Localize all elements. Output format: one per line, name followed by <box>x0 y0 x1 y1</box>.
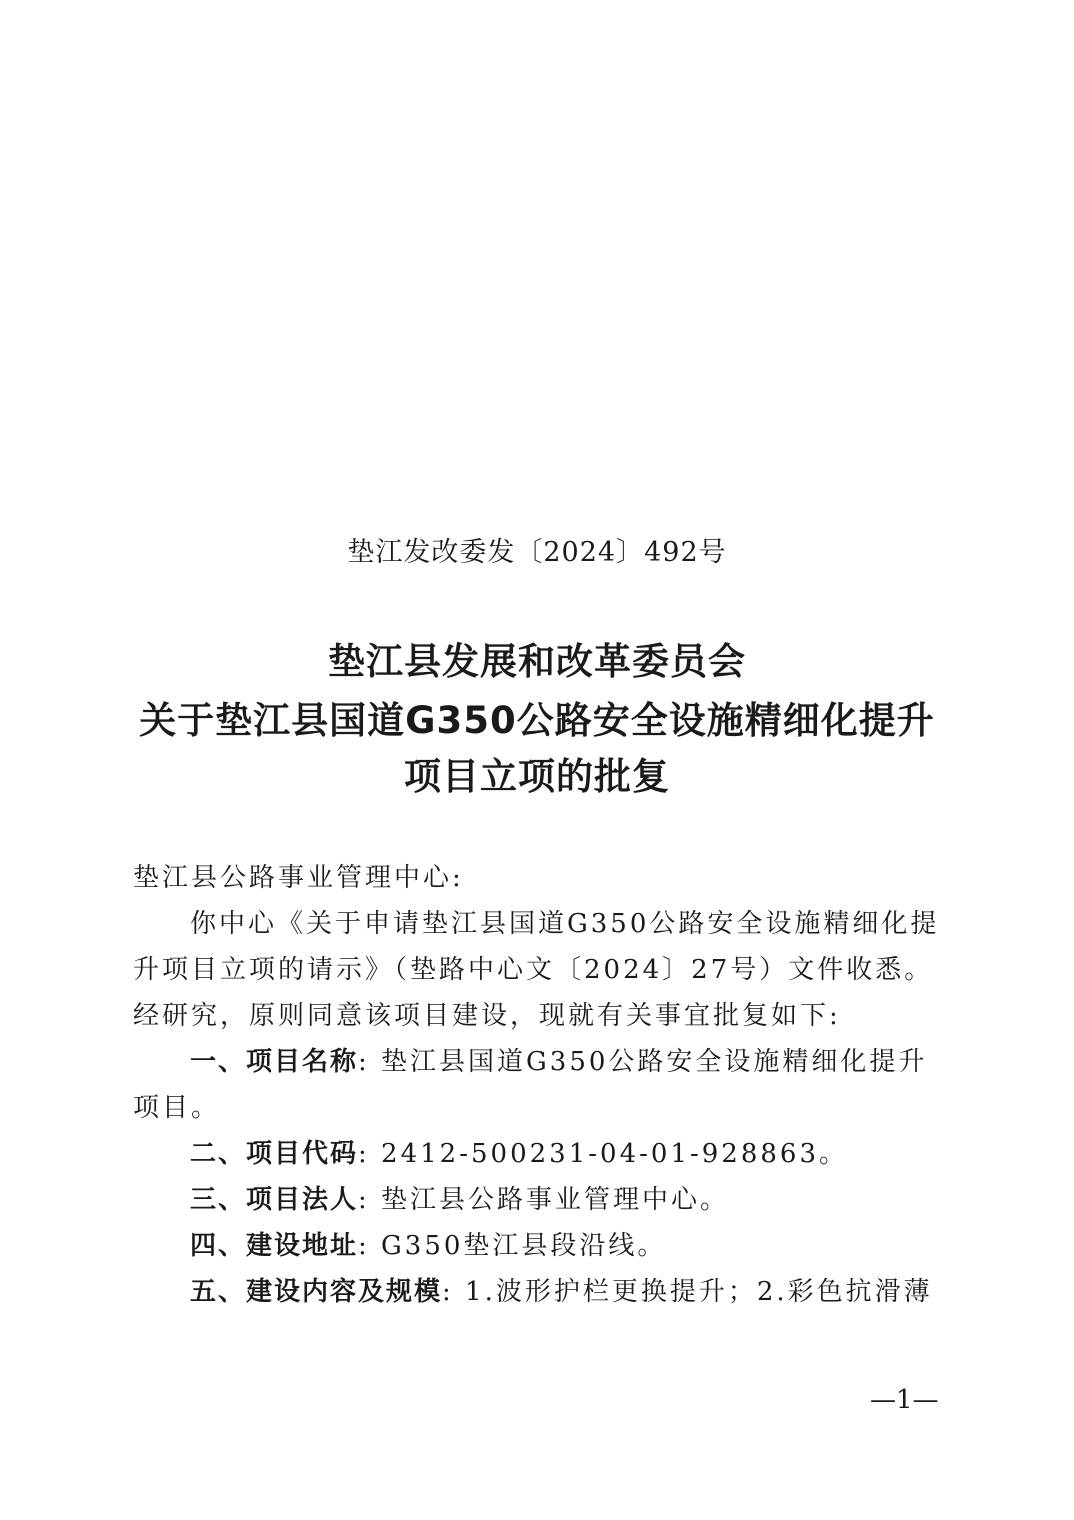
item-2 <box>190 1134 848 1174</box>
item-2-value: : 2412-500231-04-01-928863。 <box>358 1139 849 1169</box>
item-1 <box>190 1042 927 1082</box>
item-3 <box>190 1180 729 1220</box>
item-5-label: 五、建设内容及规模 <box>190 1277 443 1307</box>
item-1-continued: 项目。 <box>133 1093 221 1123</box>
item-4-label: 四、建设地址 <box>190 1231 359 1261</box>
document-number: 垫江发改委发〔2024〕492号 <box>347 537 727 568</box>
item-5-value: : 1.波形护栏更换提升；2.彩色抗滑薄 <box>442 1277 933 1307</box>
item-3-label: 三、项目法人 <box>190 1185 359 1215</box>
intro-line-2: 升项目立项的请示》（垫路中心文〔2024〕27号）文件收悉。 <box>133 955 934 985</box>
title-line-1: 垫江县发展和改革委员会 <box>328 640 746 683</box>
item-1-label: 一、项目名称 <box>190 1047 359 1077</box>
intro-line-3: 经研究，原则同意该项目建设，现就有关事宜批复如下: <box>133 1001 841 1031</box>
item-3-value: : 垫江县公路事业管理中心。 <box>358 1185 730 1215</box>
title-line-2: 关于垫江县国道G350公路安全设施精细化提升 <box>139 699 935 742</box>
page-number: —1— <box>870 1385 939 1415</box>
item-5 <box>190 1272 933 1312</box>
salutation: 垫江县公路事业管理中心: <box>133 863 464 893</box>
item-2-label: 二、项目代码 <box>190 1139 359 1169</box>
item-1-value: : 垫江县国道G350公路安全设施精细化提升 <box>358 1047 928 1077</box>
intro-line-1: 你中心《关于申请垫江县国道G350公路安全设施精细化提 <box>190 909 940 939</box>
title-line-3: 项目立项的批复 <box>404 755 670 798</box>
item-4-value: : G350垫江县段沿线。 <box>358 1231 667 1261</box>
item-4 <box>190 1226 666 1266</box>
